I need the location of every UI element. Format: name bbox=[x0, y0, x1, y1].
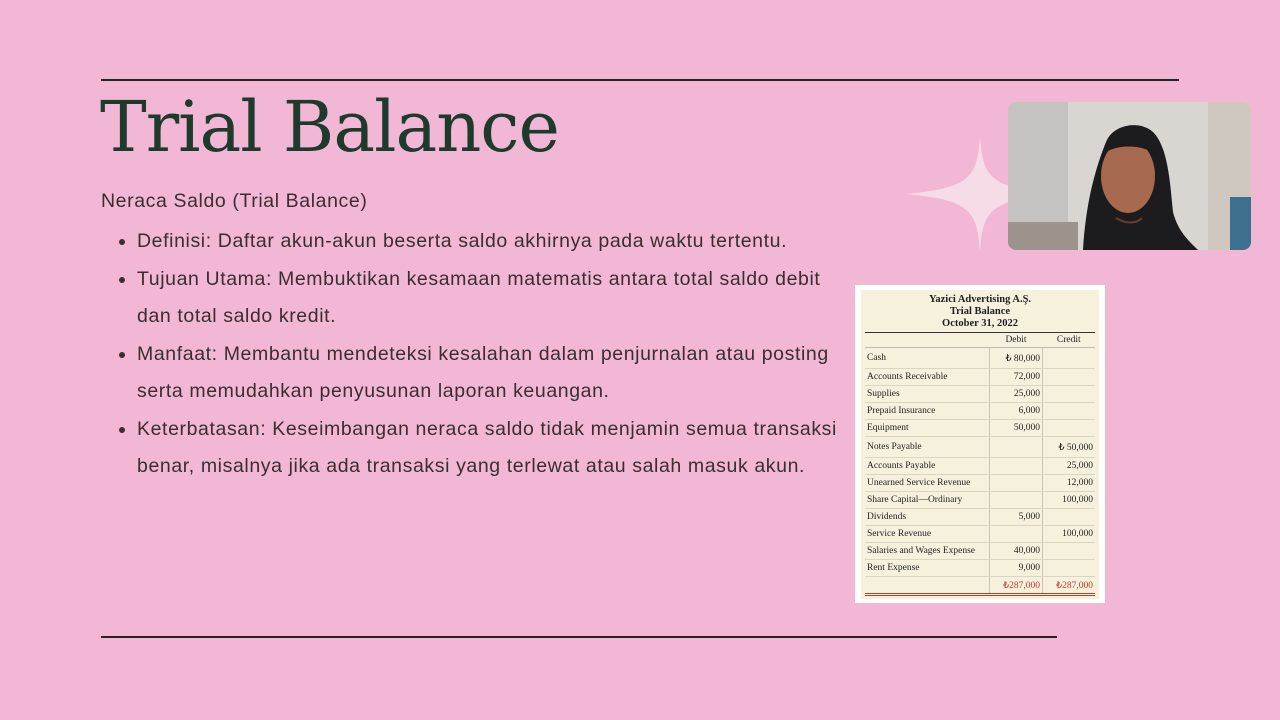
debit-amount: ₺ 80,000 bbox=[990, 348, 1043, 369]
table-row bbox=[865, 526, 1095, 543]
slide-title: Trial Balance bbox=[100, 86, 559, 168]
debit-amount: 72,000 bbox=[990, 369, 1043, 386]
tb-debit-header: Debit bbox=[990, 333, 1043, 348]
account-name: Accounts Payable bbox=[865, 458, 990, 475]
bullet-definition: • Definisi: Daftar akun-akun beserta saldo akhirnya pada waktu tertentu. bbox=[137, 223, 857, 261]
table-row bbox=[865, 458, 1095, 475]
credit-amount: 25,000 bbox=[1043, 458, 1096, 475]
totals-row bbox=[865, 577, 1095, 595]
account-name: Share Capital—Ordinary bbox=[865, 492, 990, 509]
account-name: Notes Payable bbox=[865, 437, 990, 458]
table-row bbox=[865, 509, 1095, 526]
bullet-list bbox=[118, 223, 857, 486]
account-name: Salaries and Wages Expense bbox=[865, 543, 990, 560]
debit-amount: 50,000 bbox=[990, 420, 1043, 437]
table-row bbox=[865, 560, 1095, 577]
table-row bbox=[865, 543, 1095, 560]
slide-subtitle: Neraca Saldo (Trial Balance) bbox=[101, 190, 368, 212]
table-row bbox=[865, 420, 1095, 437]
debit-amount bbox=[990, 492, 1043, 509]
credit-amount: ₺ 50,000 bbox=[1043, 437, 1096, 458]
account-name: Equipment bbox=[865, 420, 990, 437]
credit-amount: 12,000 bbox=[1043, 475, 1096, 492]
account-name: Accounts Receivable bbox=[865, 369, 990, 386]
debit-amount bbox=[990, 458, 1043, 475]
debit-amount: 6,000 bbox=[990, 403, 1043, 420]
credit-amount bbox=[1043, 369, 1096, 386]
tb-credit-header: Credit bbox=[1043, 333, 1096, 348]
total-credit: ₺287,000 bbox=[1043, 577, 1096, 595]
presenter-webcam bbox=[1008, 102, 1251, 250]
table-row bbox=[865, 437, 1095, 458]
table-row bbox=[865, 403, 1095, 420]
table-row bbox=[865, 386, 1095, 403]
table-row bbox=[865, 475, 1095, 492]
bullet-limitation: • Keterbatasan: Keseimbangan neraca saldo tidak menjamin semua transaksi benar, misalnya jika ada transaksi yang terlewat atau salah masuk akun. bbox=[137, 411, 857, 486]
credit-amount bbox=[1043, 420, 1096, 437]
debit-amount bbox=[990, 437, 1043, 458]
credit-amount: 100,000 bbox=[1043, 526, 1096, 543]
debit-amount: 5,000 bbox=[990, 509, 1043, 526]
account-name: Service Revenue bbox=[865, 526, 990, 543]
debit-amount: 25,000 bbox=[990, 386, 1043, 403]
credit-amount: 100,000 bbox=[1043, 492, 1096, 509]
debit-amount: 9,000 bbox=[990, 560, 1043, 577]
top-divider bbox=[101, 79, 1179, 81]
debit-amount: 40,000 bbox=[990, 543, 1043, 560]
tb-date: October 31, 2022 bbox=[942, 318, 1018, 329]
credit-amount bbox=[1043, 386, 1096, 403]
table-row bbox=[865, 369, 1095, 386]
credit-amount bbox=[1043, 403, 1096, 420]
tb-company: Yazici Advertising A.Ş. bbox=[928, 294, 1032, 305]
bullet-purpose: • Tujuan Utama: Membuktikan kesamaan matematis antara total saldo debit dan total saldo kredit. bbox=[137, 261, 857, 336]
account-name: Rent Expense bbox=[865, 560, 990, 577]
bullet-benefit: • Manfaat: Membantu mendeteksi kesalahan dalam penjurnalan atau posting serta memudahkan penyusunan laporan keuangan. bbox=[137, 336, 857, 411]
trial-balance-figure bbox=[855, 285, 1105, 603]
table-row bbox=[865, 348, 1095, 369]
debit-amount bbox=[990, 475, 1043, 492]
account-name: Supplies bbox=[865, 386, 990, 403]
account-name: Prepaid Insurance bbox=[865, 403, 990, 420]
tb-report-title: Trial Balance bbox=[949, 306, 1011, 317]
credit-amount bbox=[1043, 509, 1096, 526]
total-debit: ₺287,000 bbox=[990, 577, 1043, 595]
table-row bbox=[865, 492, 1095, 509]
debit-amount bbox=[990, 526, 1043, 543]
tb-account-header bbox=[865, 333, 990, 348]
credit-amount bbox=[1043, 348, 1096, 369]
totals-label bbox=[865, 577, 990, 595]
credit-amount bbox=[1043, 543, 1096, 560]
tb-table bbox=[865, 332, 1095, 596]
account-name: Dividends bbox=[865, 509, 990, 526]
account-name: Cash bbox=[865, 348, 990, 369]
bottom-divider bbox=[101, 636, 1057, 638]
account-name: Unearned Service Revenue bbox=[865, 475, 990, 492]
credit-amount bbox=[1043, 560, 1096, 577]
